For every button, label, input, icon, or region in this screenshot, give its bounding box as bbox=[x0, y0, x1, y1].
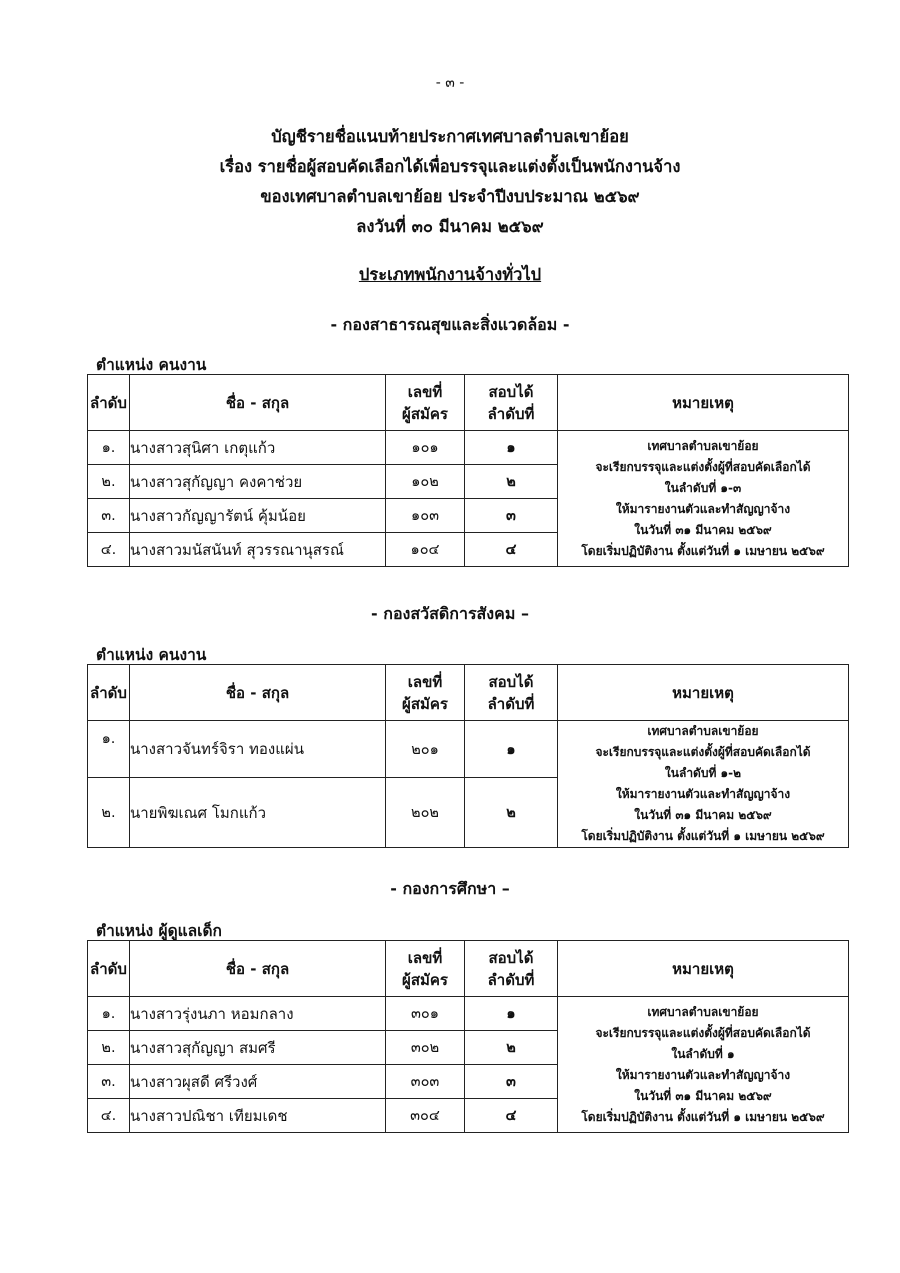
header-line-2: เรื่อง รายชื่อผู้สอบคัดเลือกได้เพื่อบรรจุและแต่งตั้งเป็นพนักงานจ้าง bbox=[219, 157, 681, 176]
row-no: ๑. bbox=[88, 997, 130, 1031]
col-app-no-line2: ผู้สมัคร bbox=[402, 404, 448, 423]
row-no: ๑. bbox=[88, 721, 130, 778]
remark-line: ในวันที่ ๓๑ มีนาคม ๒๕๖๙ bbox=[634, 808, 772, 822]
remark-line: ในวันที่ ๓๑ มีนาคม ๒๕๖๙ bbox=[634, 522, 772, 537]
row-rank: ๒ bbox=[465, 1031, 558, 1065]
table-row bbox=[88, 431, 849, 465]
position-label: ตำแหน่ง คนงาน bbox=[96, 646, 207, 664]
row-name: นางสาวจันทร์จิรา ทองแผ่น bbox=[130, 721, 386, 778]
col-rank-header bbox=[465, 375, 558, 431]
position-label: ตำแหน่ง คนงาน bbox=[96, 356, 207, 374]
employee-type-label: ประเภทพนักงานจ้างทั่วไป bbox=[358, 265, 542, 284]
row-app-no: ๓๐๑ bbox=[386, 997, 465, 1031]
row-app-no: ๒๐๒ bbox=[386, 778, 465, 848]
col-app-no-line2: ผู้สมัคร bbox=[402, 694, 448, 713]
remark-line: เทศบาลตำบลเขาย้อย bbox=[647, 438, 759, 453]
remark-line: จะเรียกบรรจุและแต่งตั้งผู้ที่สอบคัดเลือกได้ bbox=[595, 1025, 811, 1040]
row-app-no: ๑๐๑ bbox=[386, 431, 465, 465]
col-app-no-line1: เลขที่ bbox=[407, 672, 443, 691]
remark-line: ในลำดับที่ ๑-๒ bbox=[664, 766, 742, 780]
row-name: นางสาวรุ่งนภา หอมกลาง bbox=[130, 997, 386, 1031]
row-no: ๔. bbox=[88, 1099, 130, 1133]
row-name: นางสาวผุสดี ศรีวงศ์ bbox=[130, 1065, 386, 1099]
row-rank: ๒ bbox=[465, 465, 558, 499]
row-app-no: ๒๐๑ bbox=[386, 721, 465, 778]
col-app-no-line1: เลขที่ bbox=[407, 948, 443, 967]
row-name: นางสาวปณิชา เทียมเดช bbox=[130, 1099, 386, 1133]
row-name: นางสาวกัญญารัตน์ คุ้มน้อย bbox=[130, 499, 386, 533]
col-rank-header bbox=[465, 941, 558, 997]
col-rank-line2: ลำดับที่ bbox=[487, 694, 535, 713]
remark-line: ในวันที่ ๓๑ มีนาคม ๒๕๖๙ bbox=[634, 1088, 772, 1103]
col-name-header: ชื่อ - สกุล bbox=[130, 375, 386, 431]
col-name-header: ชื่อ - สกุล bbox=[130, 941, 386, 997]
col-app-no-line1: เลขที่ bbox=[407, 382, 443, 401]
row-rank: ๔ bbox=[465, 533, 558, 567]
header-line-1: บัญชีรายชื่อแนบท้ายประกาศเทศบาลตำบลเขาย้อย bbox=[271, 127, 629, 146]
row-no: ๔. bbox=[88, 533, 130, 567]
col-remark-header: หมายเหตุ bbox=[558, 941, 849, 997]
table-header-row bbox=[88, 375, 849, 431]
remark-line: โดยเริ่มปฏิบัติงาน ตั้งแต่วันที่ ๑ เมษายน ๒๕๖๙ bbox=[581, 829, 825, 843]
col-app-no-header bbox=[386, 941, 465, 997]
col-rank-line1: สอบได้ bbox=[488, 948, 534, 967]
remark-line: ในลำดับที่ ๑-๓ bbox=[664, 480, 742, 495]
department-heading: - กองการศึกษา – bbox=[390, 879, 510, 898]
remark-line: จะเรียกบรรจุและแต่งตั้งผู้ที่สอบคัดเลือกได้ bbox=[595, 459, 811, 474]
col-remark-header: หมายเหตุ bbox=[558, 665, 849, 721]
row-name: นางสาวสุนิศา เกตุแก้ว bbox=[130, 431, 386, 465]
col-order-header: ลำดับ bbox=[88, 375, 130, 431]
col-rank-line1: สอบได้ bbox=[488, 672, 534, 691]
remark-cell bbox=[558, 431, 849, 567]
col-rank-line1: สอบได้ bbox=[488, 382, 534, 401]
col-app-no-line2: ผู้สมัคร bbox=[402, 970, 448, 989]
department-heading: - กองสวัสดิการสังคม – bbox=[371, 604, 529, 623]
candidate-table bbox=[87, 940, 849, 1133]
candidate-table bbox=[87, 374, 849, 567]
header-line-3: ของเทศบาลตำบลเขาย้อย ประจำปีงบประมาณ ๒๕๖๙ bbox=[260, 187, 640, 206]
col-order-header: ลำดับ bbox=[88, 665, 130, 721]
row-app-no: ๓๐๓ bbox=[386, 1065, 465, 1099]
col-rank-line2: ลำดับที่ bbox=[487, 970, 535, 989]
row-rank: ๑ bbox=[465, 721, 558, 778]
table-row bbox=[88, 721, 849, 778]
department-heading: - กองสาธารณสุขและสิ่งแวดล้อม - bbox=[330, 315, 570, 334]
document-header bbox=[0, 122, 900, 242]
page-number: - ๓ - bbox=[435, 75, 465, 91]
row-rank: ๓ bbox=[465, 1065, 558, 1099]
col-remark-header: หมายเหตุ bbox=[558, 375, 849, 431]
row-app-no: ๑๐๓ bbox=[386, 499, 465, 533]
header-line-4: ลงวันที่ ๓๐ มีนาคม ๒๕๖๙ bbox=[356, 217, 544, 236]
row-name: นางสาวสุกัญญา คงคาช่วย bbox=[130, 465, 386, 499]
row-no: ๒. bbox=[88, 1031, 130, 1065]
row-rank: ๔ bbox=[465, 1099, 558, 1133]
col-app-no-header bbox=[386, 375, 465, 431]
col-rank-line2: ลำดับที่ bbox=[487, 404, 535, 423]
row-rank: ๑ bbox=[465, 997, 558, 1031]
table-header-row bbox=[88, 665, 849, 721]
row-rank: ๒ bbox=[465, 778, 558, 848]
candidate-table bbox=[87, 664, 849, 848]
col-rank-header bbox=[465, 665, 558, 721]
row-name: นางสาวสุกัญญา สมศรี bbox=[130, 1031, 386, 1065]
row-no: ๒. bbox=[88, 465, 130, 499]
col-name-header: ชื่อ - สกุล bbox=[130, 665, 386, 721]
col-app-no-header bbox=[386, 665, 465, 721]
remark-cell bbox=[558, 721, 849, 848]
position-label: ตำแหน่ง ผู้ดูแลเด็ก bbox=[96, 922, 222, 940]
row-app-no: ๑๐๔ bbox=[386, 533, 465, 567]
row-no: ๒. bbox=[88, 778, 130, 848]
remark-line: เทศบาลตำบลเขาย้อย bbox=[647, 1004, 759, 1019]
row-no: ๓. bbox=[88, 499, 130, 533]
row-no: ๑. bbox=[88, 431, 130, 465]
remark-line: จะเรียกบรรจุและแต่งตั้งผู้ที่สอบคัดเลือกได้ bbox=[595, 745, 811, 759]
table-row bbox=[88, 997, 849, 1031]
employee-type-title bbox=[0, 262, 900, 288]
row-name: นางสาวมนัสนันท์ สุวรรณานุสรณ์ bbox=[130, 533, 386, 567]
row-app-no: ๓๐๔ bbox=[386, 1099, 465, 1133]
row-app-no: ๓๐๒ bbox=[386, 1031, 465, 1065]
row-rank: ๑ bbox=[465, 431, 558, 465]
col-order-header: ลำดับ bbox=[88, 941, 130, 997]
table-header-row bbox=[88, 941, 849, 997]
remark-line: โดยเริ่มปฏิบัติงาน ตั้งแต่วันที่ ๑ เมษายน ๒๕๖๙ bbox=[581, 543, 825, 558]
remark-line: เทศบาลตำบลเขาย้อย bbox=[647, 724, 759, 738]
remark-line: ในลำดับที่ ๑ bbox=[671, 1046, 735, 1061]
remark-line: ให้มารายงานตัวและทำสัญญาจ้าง bbox=[615, 1067, 791, 1082]
remark-line: ให้มารายงานตัวและทำสัญญาจ้าง bbox=[615, 501, 791, 516]
remark-cell bbox=[558, 997, 849, 1133]
row-rank: ๓ bbox=[465, 499, 558, 533]
remark-line: ให้มารายงานตัวและทำสัญญาจ้าง bbox=[615, 787, 791, 801]
row-no: ๓. bbox=[88, 1065, 130, 1099]
row-name: นายพิฆเณศ โมกแก้ว bbox=[130, 778, 386, 848]
row-app-no: ๑๐๒ bbox=[386, 465, 465, 499]
remark-line: โดยเริ่มปฏิบัติงาน ตั้งแต่วันที่ ๑ เมษายน ๒๕๖๙ bbox=[581, 1109, 825, 1124]
